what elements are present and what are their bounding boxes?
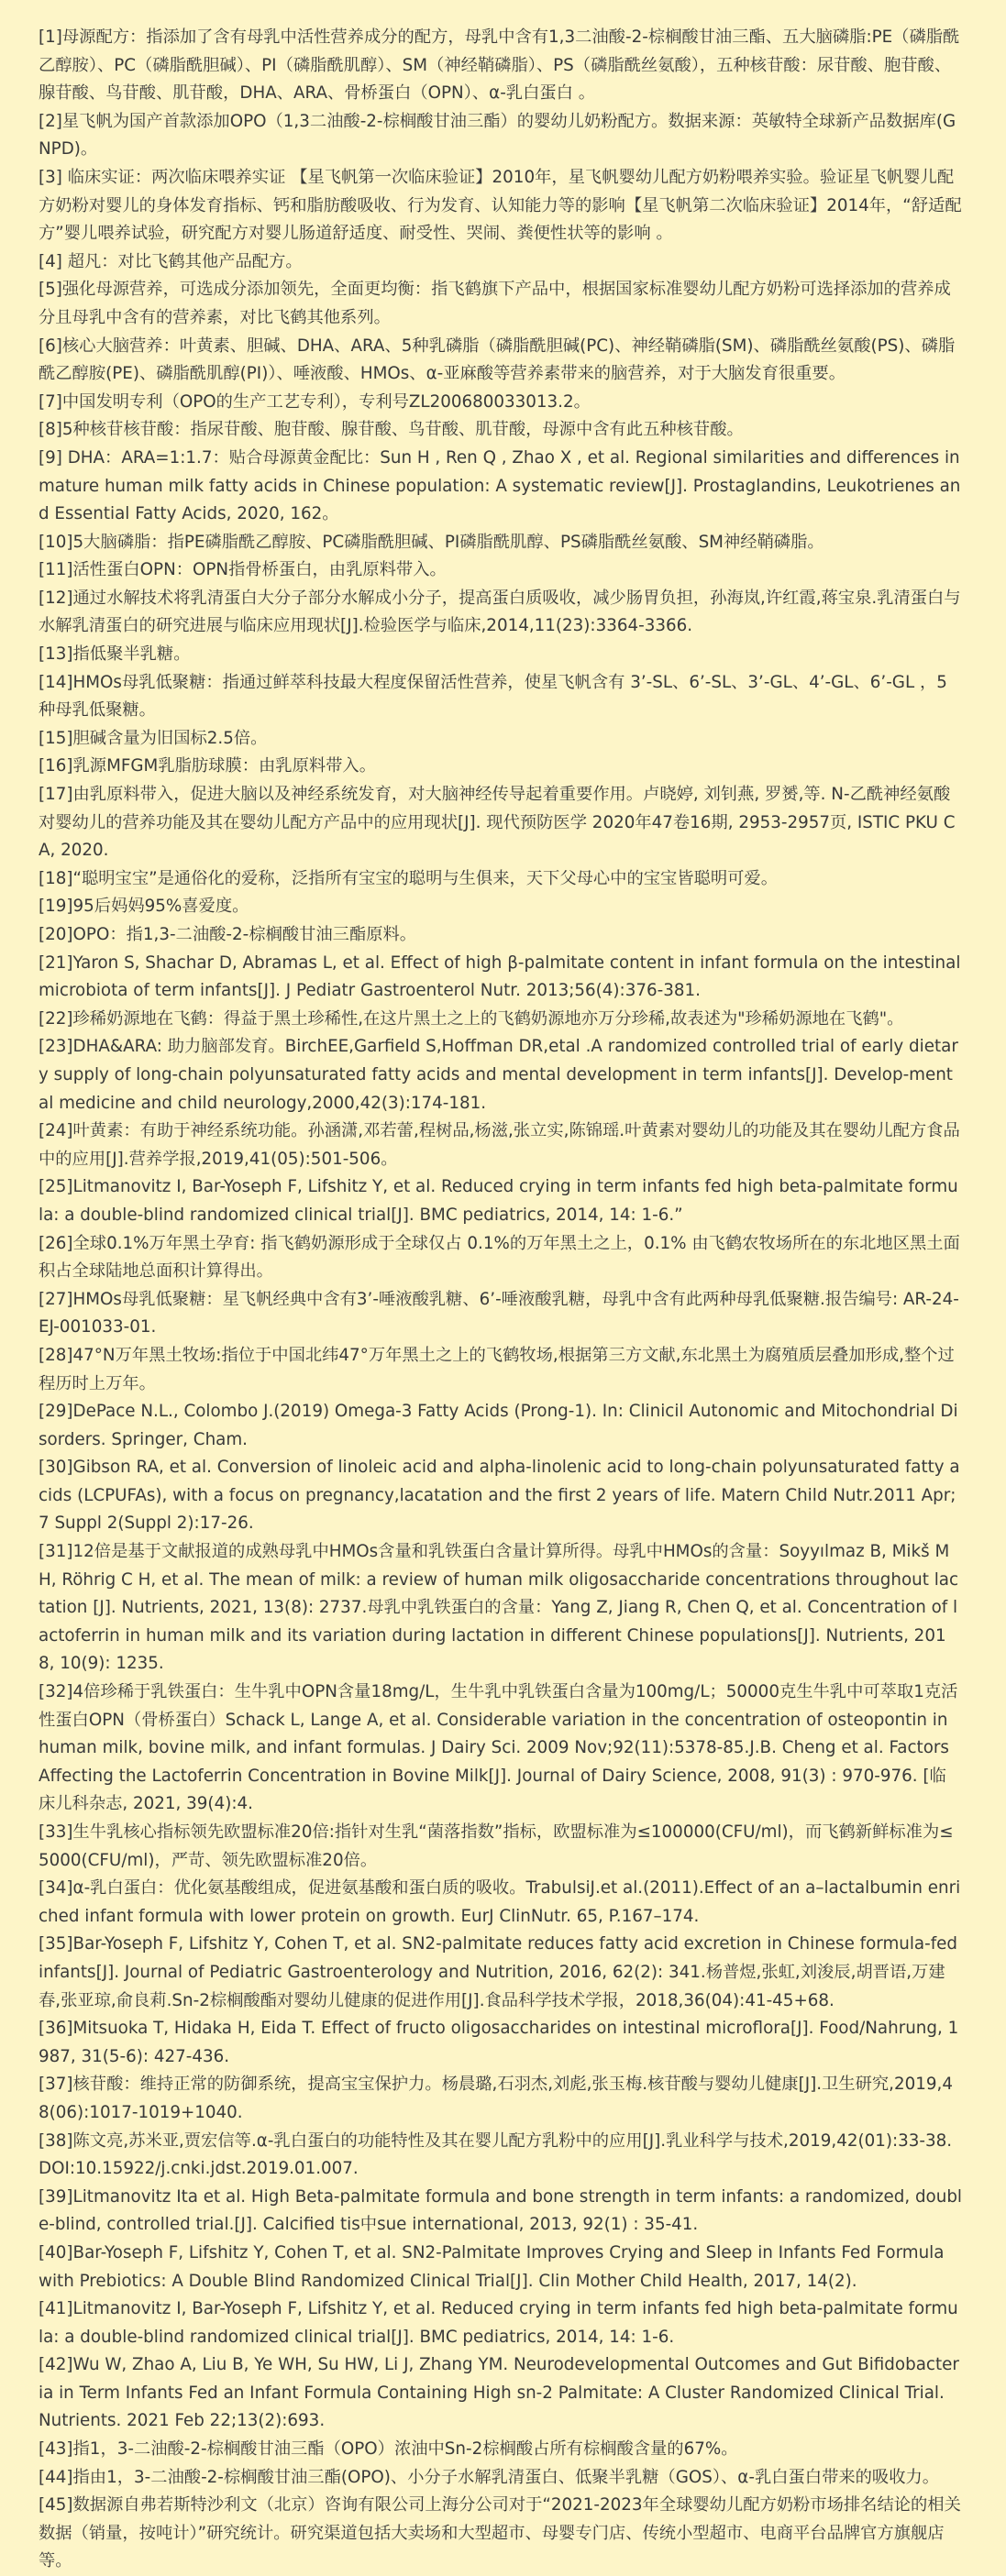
reference-item-13: [13]指低聚半乳糖。: [39, 644, 191, 665]
reference-item-33: [33]生牛乳核心指标领先欧盟标准20倍:指针对生乳“菌落指数”指标，欧盟标准为≤100000(CFU/ml)，而飞鹤新鲜标准为≤5000(CFU/ml)，严苛、领先欧盟标准20倍。: [39, 1822, 954, 1870]
reference-item-4: [4] 超凡：对比飞鹤其他产品配方。: [39, 251, 303, 271]
reference-item-26: [26]全球0.1%万年黑土孕育: 指飞鹤奶源形成于全球仅占 0.1%的万年黑土之上，0.1% 由飞鹤农牧场所在的东北地区黑土面积占全球陆地总面积计算得出。: [39, 1233, 960, 1282]
reference-item-11: [11]活性蛋白OPN：OPN指骨桥蛋白，由乳原料带入。: [39, 560, 447, 580]
reference-item-30: [30]Gibson RA, et al. Conversion of linoleic acid and alpha-linolenic acid to long-chain polyunsaturated fatty acids (LCPUFAs), with a focus on pregnancy,lacatation and the first 2 years of life. Matern Child Nutr.2011 Apr;7 Suppl 2(Suppl 2):17-26.: [39, 1458, 960, 1534]
reference-item-36: [36]Mitsuoka T, Hidaka H, Eida T. Effect of fructo oligosaccharides on intestinal microflora[J]. Food/Nahrung, 1987, 31(5‑6): 427-436.: [39, 2019, 959, 2066]
reference-item-20: [20]OPO：指1,3-二油酸-2-棕榈酸甘油三酯原料。: [39, 925, 417, 944]
reference-item-15: [15]胆碱含量为旧国标2.5倍。: [39, 728, 268, 748]
reference-item-18: [18]“聪明宝宝”是通俗化的爱称，泛指所有宝宝的聪明与生俱来，天下父母心中的宝宝皆聪明可爱。: [39, 868, 778, 888]
reference-item-35: [35]Bar-Yoseph F, Lifshitz Y, Cohen T, et al. SN2-palmitate reduces fatty acid excretion in Chinese formula-fed infants[J]. Journal of Pediatric Gastroenterology and Nutrition, 2016, 62(2): 341.杨普煜,张虹,刘浚辰,胡晋语,万建春,张亚琼,俞良莉.Sn-2棕榈酸酯对婴幼儿健康的促进作用[J].食品科学技术学报，2018,36(04):41-45+68.: [39, 1934, 958, 2010]
reference-list: [39, 24, 962, 2576]
reference-item-38: [38]陈文亮,苏米亚,贾宏信等.α-乳白蛋白的功能特性及其在婴儿配方乳粉中的应用[J].乳业科学与技术,2019,42(01):33-38.DOI:10.15922/j.cnki.jdst.2019.01.007.: [39, 2130, 953, 2179]
reference-item-32: [32]4倍珍稀于乳铁蛋白：生牛乳中OPN含量18mg/L，生牛乳中乳铁蛋白含量为100mg/L；50000克生牛乳中可萃取1克活性蛋白OPN（骨桥蛋白）Schack L, Lange A, et al. Considerable variation in the concentration of osteopontin in human milk, bovine milk, and infant formulas. J Dairy Sci. 2009 Nov;92(11):5378-85.J.B. Cheng et al. Factors Affecting the Lactoferrin Concentration in Bovine Milk[J]. Journal of Dairy Science, 2008, 91(3) : 970-976. [临床儿科杂志, 2021, 39(4):4.: [39, 1682, 958, 1814]
reference-item-34: [34]α-乳白蛋白：优化氨基酸组成，促进氨基酸和蛋白质的吸收。TrabulsiJ.et al.(2011).Effect of an a–lactalbumin enriched infant formula with lower protein on growth. EurJ ClinNutr. 65, P.167–174.: [39, 1878, 961, 1926]
reference-item-5: [5]强化母源营养，可选成分添加领先，全面更均衡：指飞鹤旗下产品中，根据国家标准婴幼儿配方奶粉可选择添加的营养成分且母乳中含有的营养素，对比飞鹤其他系列。: [39, 280, 951, 327]
reference-item-2: [2]星飞帆为国产首款添加OPO（1,3二油酸-2-棕榈酸甘油三酯）的婴幼儿奶粉配方。数据来源：英敏特全球新产品数据库(GNPD)。: [39, 111, 956, 160]
reference-item-12: [12]通过水解技术将乳清蛋白大分子部分水解成小分子，提高蛋白质吸收，减少肠胃负担，孙海岚,许红霞,蒋宝泉.乳清蛋白与水解乳清蛋白的研究进展与临床应用现状[J].检验医学与临床,2014,11(23):3364-3366.: [39, 588, 961, 636]
reference-item-45: [45]数据源自弗若斯特沙利文（北京）咨询有限公司上海分公司对于“2021-2023年全球婴幼儿配方奶粉市场排名结论的相关数据（销量，按吨计）”研究统计。研究渠道包括大卖场和大型超市、母婴专门店、传统小型超市、电商平台品牌官方旗舰店等。: [39, 2495, 961, 2571]
reference-item-16: [16]乳源MFGM乳脂肪球膜：由乳原料带入。: [39, 756, 376, 776]
reference-item-31: [31]12倍是基于文献报道的成熟母乳中HMOs含量和乳铁蛋白含量计算所得。母乳中HMOs的含量：Soyyılmaz B, Mikš M H, Röhrig C H, et al. The mean of milk: a review of human milk oligosaccharide concentrations throughout lactation [J]. Nutrients, 2021, 13(8): 2737.母乳中乳铁蛋白的含量：Yang Z, Jiang R, Chen Q, et al. Concentration of lactoferrin in human milk and its variation during lactation in different Chinese populations[J]. Nutrients, 2018, 10(9): 1235.: [39, 1542, 959, 1674]
reference-item-37: [37]核苷酸：维持正常的防御系统，提高宝宝保护力。杨晨璐,石羽杰,刘彪,张玉梅.核苷酸与婴幼儿健康[J].卫生研究,2019,48(06):1017-1019+1040.: [39, 2075, 953, 2122]
reference-item-1: [1]母源配方：指添加了含有母乳中活性营养成分的配方，母乳中含有1,3二油酸-2-棕榈酸甘油三酯、五大脑磷脂:PE（磷脂酰乙醇胺）、PC（磷脂酰胆碱）、PI（磷脂酰肌醇）、SM（神经鞘磷脂）、PS（磷脂酰丝氨酸），五种核苷酸：尿苷酸、胞苷酸、腺苷酸、鸟苷酸、肌苷酸，DHA、ARA、骨桥蛋白（OPN）、α-乳白蛋白 。: [39, 28, 960, 104]
reference-item-42: [42]Wu W, Zhao A, Liu B, Ye WH, Su HW, Li J, Zhang YM. Neurodevelopmental Outcomes and Gut Bifidobacteria in Term Infants Fed an Infant Formula Containing High sn-2 Palmitate: A Cluster Randomized Clinical Trial. Nutrients. 2021 Feb 22;13(2):693.: [39, 2355, 959, 2431]
reference-item-29: [29]DePace N.L., Colombo J.(2019) Omega-3 Fatty Acids (Prong-1). In: Clinicil Autonomic and Mitochondrial Disorders. Springer, Cham.: [39, 1402, 958, 1449]
reference-item-28: [28]47°N万年黑土牧场:指位于中国北纬47°万年黑土之上的飞鹤牧场,根据第三方文献,东北黑土为腐殖质层叠加形成,整个过程历时上万年。: [39, 1345, 955, 1393]
reference-item-9: [9] DHA：ARA=1:1.7：贴合母源黄金配比：Sun H , Ren Q , Zhao X , et al. Regional similarities and differences in mature human milk fatty acids in Chinese population: A systematic review[J]. Prostaglandins, Leukotrienes and Essential Fatty Acids, 2020, 162。: [39, 447, 961, 524]
reference-item-41: [41]Litmanovitz I, Bar-Yoseph F, Lifshitz Y, et al. Reduced crying in term infants fed high beta-palmitate formula: a double-blind randomized clinical trial[J]. BMC pediatrics, 2014, 14: 1-6.: [39, 2299, 958, 2347]
reference-item-8: [8]5种核苷核苷酸：指尿苷酸、胞苷酸、腺苷酸、鸟苷酸、肌苷酸，母源中含有此五种核苷酸。: [39, 420, 744, 440]
reference-item-14: [14]HMOs母乳低聚糖：指通过鲜萃科技最大程度保留活性营养，使星飞帆含有 3’-SL、6’-SL、3’-GL、4’-GL、6’-GL ，5种母乳低聚糖。: [39, 672, 947, 721]
reference-item-21: [21]Yaron S, Shachar D, Abramas L, et al. Effect of high β-palmitate content in infant formula on the intestinal microbiota of term infants[J]. J Pediatr Gastroenterol Nutr. 2013;56(4):376-381.: [39, 952, 961, 1001]
reference-item-19: [19]95后妈妈95%喜爱度。: [39, 897, 249, 917]
reference-item-43: [43]指1，3-二油酸-2-棕榈酸甘油三酯（OPO）浓油中Sn-2棕榈酸占所有棕榈酸含量的67%。: [39, 2439, 738, 2460]
reference-item-40: [40]Bar-Yoseph F, Lifshitz Y, Cohen T, et al. SN2-Palmitate Improves Crying and Sleep in Infants Fed Formula with Prebiotics: A Double Blind Randomized Clinical Trial[J]. Clin Mother Child Health, 2017, 14(2).: [39, 2242, 945, 2291]
reference-item-25: [25]Litmanovitz I, Bar-Yoseph F, Lifshitz Y, et al. Reduced crying in term infants fed high beta-palmitate formula: a double-blind randomized clinical trial[J]. BMC pediatrics, 2014, 14: 1-6.”: [39, 1177, 958, 1225]
reference-item-7: [7]中国发明专利（OPO的生产工艺专利），专利号ZL200680033013.2。: [39, 391, 591, 412]
reference-item-39: [39]Litmanovitz Ita et al. High Beta-palmitate formula and bone strength in term infants: a randomized, double-blind, controlled trial.[J]. Calcified tis中sue international, 2013, 92(1) : 35-41.: [39, 2186, 963, 2235]
reference-item-17: [17]由乳原料带入，促进大脑以及神经系统发育，对大脑神经传导起着重要作用。卢晓婷, 刘钊燕, 罗赟,等. N-乙酰神经氨酸对婴幼儿的营养功能及其在婴幼儿配方产品中的应用现状[J]. 现代预防医学 2020年47卷16期, 2953-2957页, ISTIC PKU CA, 2020.: [39, 785, 956, 861]
reference-item-3: [3] 临床实证：两次临床喂养实证 【星飞帆第一次临床验证】2010年，星飞帆婴幼儿配方奶粉喂养实验。验证星飞帆婴儿配方奶粉对婴儿的身体发育指标、钙和脂肪酸吸收、行为发育、认知能力等的影响【星飞帆第二次临床验证】2014年，“舒适配方”婴儿喂养试验，研究配方对婴儿肠道舒适度、耐受性、哭闹、粪便性状等的影响 。: [39, 167, 962, 244]
reference-item-24: [24]叶黄素：有助于神经系统功能。孙涵潇,邓若蕾,程树品,杨滋,张立实,陈锦瑶.叶黄素对婴幼儿的功能及其在婴幼儿配方食品中的应用[J].营养学报,2019,41(05):501-506。: [39, 1121, 960, 1169]
reference-item-6: [6]核心大脑营养：叶黄素、胆碱、DHA、ARA、5种乳磷脂（磷脂酰胆碱(PC)、神经鞘磷脂(SM)、磷脂酰丝氨酸(PS)、磷脂酰乙醇胺(PE)、磷脂酰肌醇(PI)）、唾液酸、HMOs、α-亚麻酸等营养素带来的脑营养，对于大脑发育很重要。: [39, 336, 956, 384]
reference-item-23: [23]DHA&ARA: 助力脑部发育。BirchEE,Garfield S,Hoffman DR,etal .A randomized controlled trial of early dietary supply of long-chain polyunsaturated fatty acids and mental development in term infants[J]. Develop-mental medicine and child neurology,2000,42(3):174-181.: [39, 1037, 958, 1113]
reference-item-27: [27]HMOs母乳低聚糖：星飞帆经典中含有3’-唾液酸乳糖、6’-唾液酸乳糖，母乳中含有此两种母乳低聚糖.报告编号: AR-24-EJ-001033-01.: [39, 1289, 959, 1338]
reference-item-22: [22]珍稀奶源地在飞鹤：得益于黑土珍稀性,在这片黑土之上的飞鹤奶源地亦万分珍稀,故表述为"珍稀奶源地在飞鹤"。: [39, 1008, 904, 1029]
reference-item-44: [44]指由1，3-二油酸-2-棕榈酸甘油三酯(OPO)、小分子水解乳清蛋白、低聚半乳糖（GOS）、α-乳白蛋白带来的吸收力。: [39, 2467, 940, 2487]
reference-item-10: [10]5大脑磷脂：指PE磷脂酰乙醇胺、PC磷脂酰胆碱、PI磷脂酰肌醇、PS磷脂酰丝氨酸、SM神经鞘磷脂。: [39, 532, 824, 552]
